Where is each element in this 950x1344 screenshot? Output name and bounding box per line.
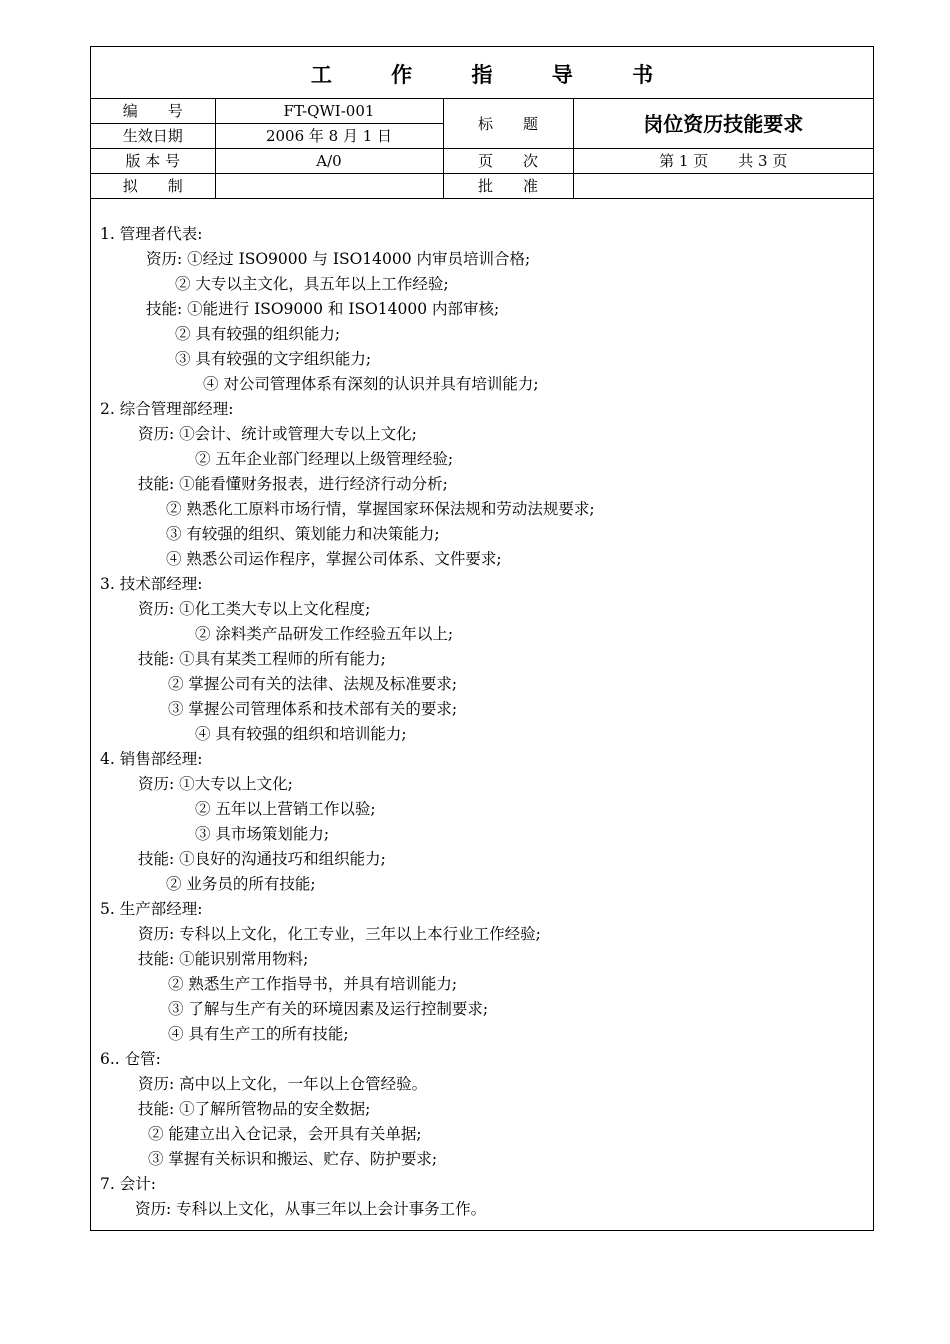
draft-label: 拟 制 xyxy=(91,174,215,199)
code-label: 编 号 xyxy=(91,99,215,124)
content-line: 资历: ①会计、统计或管理大专以上文化; xyxy=(138,425,417,443)
content-line: ③ 掌握有关标识和搬运、贮存、防护要求; xyxy=(148,1150,438,1168)
content-line: 资历: 专科以上文化，化工专业，三年以上本行业工作经验; xyxy=(138,925,541,943)
content-line: ③ 具市场策划能力; xyxy=(195,825,330,843)
content-line: ② 具有较强的组织能力; xyxy=(175,325,341,343)
header-table xyxy=(91,99,873,199)
content-line: 技能: ①良好的沟通技巧和组织能力; xyxy=(138,850,386,868)
approve-label: 批 准 xyxy=(443,174,573,199)
content-line: ④ 具有生产工的所有技能; xyxy=(168,1025,349,1043)
content-line: 技能: ①能看懂财务报表，进行经济行动分析; xyxy=(138,475,448,493)
content-line: 2. 综合管理部经理: xyxy=(100,400,234,418)
content-line: ④ 对公司管理体系有深刻的认识并具有培训能力; xyxy=(203,375,539,393)
title-label: 标 题 xyxy=(443,99,573,149)
content-line: 技能: ①具有某类工程师的所有能力; xyxy=(138,650,386,668)
content-line: ④ 具有较强的组织和培训能力; xyxy=(195,725,407,743)
content-line: ② 熟悉生产工作指导书，并具有培训能力; xyxy=(168,975,458,993)
page-label: 页 次 xyxy=(443,149,573,174)
effective-label: 生效日期 xyxy=(91,124,215,149)
content-line: ② 五年企业部门经理以上级管理经验; xyxy=(195,450,454,468)
content-line: 技能: ①能识别常用物料; xyxy=(138,950,309,968)
content-line: ② 五年以上营销工作以验; xyxy=(195,800,376,818)
document-frame xyxy=(90,46,874,1231)
content-line: ④ 熟悉公司运作程序，掌握公司体系、文件要求; xyxy=(166,550,502,568)
content-line: 5. 生产部经理: xyxy=(100,900,203,918)
content-line: 资历: 高中以上文化，一年以上仓管经验。 xyxy=(138,1075,428,1093)
version-label: 版 本 号 xyxy=(91,149,215,174)
title-value: 岗位资历技能要求 xyxy=(573,99,873,149)
content-line: 6.. 仓管: xyxy=(100,1050,161,1068)
content-line: ③ 掌握公司管理体系和技术部有关的要求; xyxy=(168,700,458,718)
content-line: ② 掌握公司有关的法律、法规及标准要求; xyxy=(168,675,458,693)
content-line: 4. 销售部经理: xyxy=(100,750,203,768)
code-value: FT-QWI-001 xyxy=(215,99,443,124)
content-line: ③ 有较强的组织、策划能力和决策能力; xyxy=(166,525,440,543)
content-line: ② 熟悉化工原料市场行情，掌握国家环保法规和劳动法规要求; xyxy=(166,500,595,518)
content-line: ② 能建立出入仓记录，会开具有关单据; xyxy=(148,1125,422,1143)
content-line: 资历: ①大专以上文化; xyxy=(138,775,293,793)
version-value: A/0 xyxy=(215,149,443,174)
content-line: ② 涂料类产品研发工作经验五年以上; xyxy=(195,625,454,643)
content-line: ② 业务员的所有技能; xyxy=(166,875,316,893)
document-title: 工 作 指 导 书 xyxy=(91,47,873,99)
content-line: ② 大专以主文化，具五年以上工作经验; xyxy=(175,275,449,293)
content-line: ③ 了解与生产有关的环境因素及运行控制要求; xyxy=(168,1000,489,1018)
page-value: 第 1 页 共 3 页 xyxy=(573,149,873,174)
content-line: 资历: ①经过 ISO9000 与 ISO14000 内审员培训合格; xyxy=(146,250,531,268)
approve-value xyxy=(573,174,873,199)
content-line: 3. 技术部经理: xyxy=(100,575,203,593)
content-line: 技能: ①了解所管物品的安全数据; xyxy=(138,1100,371,1118)
content-line: 资历: ①化工类大专以上文化程度; xyxy=(138,600,371,618)
content-line: 7. 会计: xyxy=(100,1175,156,1193)
content-line: 1. 管理者代表: xyxy=(100,225,203,243)
draft-value xyxy=(215,174,443,199)
content-line: 资历: 专科以上文化，从事三年以上会计事务工作。 xyxy=(135,1200,487,1218)
content-line: 技能: ①能进行 ISO9000 和 ISO14000 内部审核; xyxy=(146,300,500,318)
content-line: ③ 具有较强的文字组织能力; xyxy=(175,350,372,368)
effective-value: 2006 年 8 月 1 日 xyxy=(215,124,443,149)
